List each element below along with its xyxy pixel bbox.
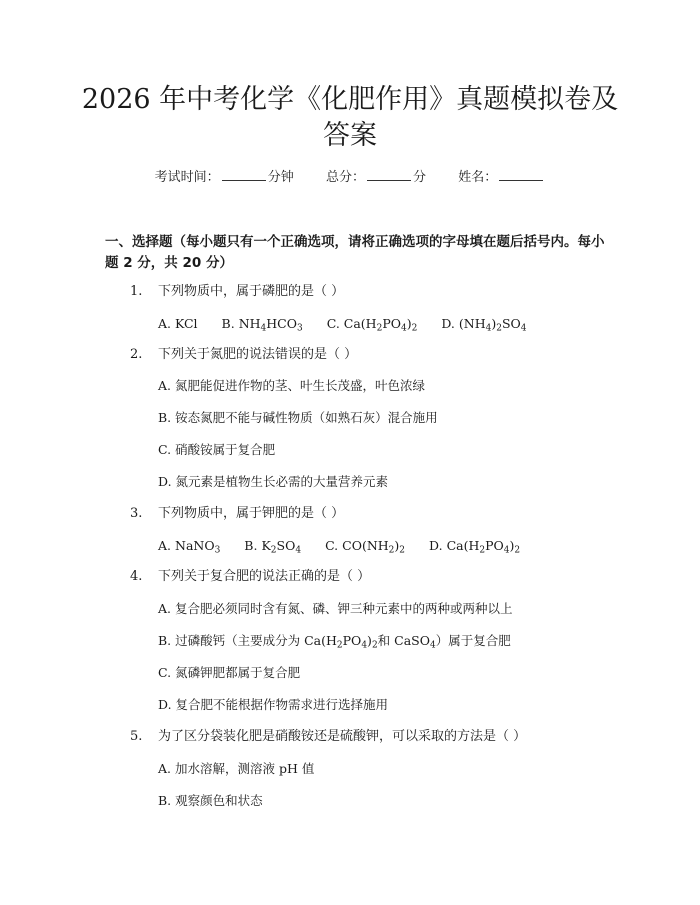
question-1-options [158,315,527,333]
score-label: 总分： [325,170,365,185]
option-d: D. 氮元素是植物生长必需的大量营养元素 [158,474,389,489]
option-b: B. 观察颜色和状态 [158,793,263,808]
question-4 [130,568,370,586]
question-stem: 为了区分袋装化肥是硝酸铵还是硫酸钾，可以采取的方法是（ ） [158,729,527,744]
option-d: D. $(NH_4)_2SO_4$ [441,316,527,334]
question-3-options [158,537,520,555]
question-number: 5. [130,729,143,744]
question-number: 3. [130,506,143,521]
question-1 [130,283,344,301]
question-stem: 下列物质中，属于钾肥的是（ ） [158,506,345,521]
exam-info-line [0,168,700,188]
question-5 [130,728,526,746]
option-a: A. NaNO$_3$ [158,538,221,556]
option-d: D. 复合肥不能根据作物需求进行选择施用 [158,697,389,712]
question-stem: 下列关于氮肥的说法错误的是（ ） [158,347,358,362]
score-blank[interactable] [367,168,411,181]
time-label: 考试时间： [154,170,220,185]
option-c: C. 氮磷钾肥都属于复合肥 [158,665,301,680]
option-b: B. 铵态氮肥不能与碱性物质（如熟石灰）混合施用 [158,410,438,425]
option-a: A. 复合肥必须同时含有氮、磷、钾三种元素中的两种或两种以上 [158,601,513,616]
name-label: 姓名： [458,170,498,185]
name-blank[interactable] [499,168,543,181]
section-heading: 一、选择题（每小题只有一个正确选项，请将正确选项的字母填在题后括号内。每小题 2 分，共 20 分） [105,234,605,271]
time-unit: 分钟 [267,170,294,185]
option-b: B. 过磷酸钙（主要成分为 $Ca(H_2PO_4)_2$和 CaSO$_4$）属于复合肥 [158,633,511,651]
question-3 [130,505,344,523]
time-blank[interactable] [222,168,266,181]
option-c: C. $Ca(H_2PO_4)_2$ [326,316,418,334]
option-a: A. 氮肥能促进作物的茎、叶生长茂盛，叶色浓绿 [158,378,425,393]
question-number: 4. [130,569,143,584]
question-number: 2. [130,347,143,362]
option-d: D. $Ca(H_2PO_4)_2$ [429,538,521,556]
option-b: B. $NH_4HCO_3$ [221,316,303,334]
option-a: A. KCl [158,316,198,331]
question-number: 1. [130,284,143,299]
option-a: A. 加水溶解，测溶液 pH 值 [158,761,315,776]
exam-title: 2026 年中考化学《化肥作用》真题模拟卷及答案 [81,84,619,151]
question-stem: 下列关于复合肥的说法正确的是（ ） [158,569,371,584]
score-unit: 分 [413,170,427,185]
option-b: B. $K_2SO_4$ [244,538,302,556]
question-2 [130,346,357,364]
question-stem: 下列物质中，属于磷肥的是（ ） [158,284,345,299]
option-c: C. 硝酸铵属于复合肥 [158,442,276,457]
option-c: C. $CO(NH_2)_2$ [325,538,406,556]
